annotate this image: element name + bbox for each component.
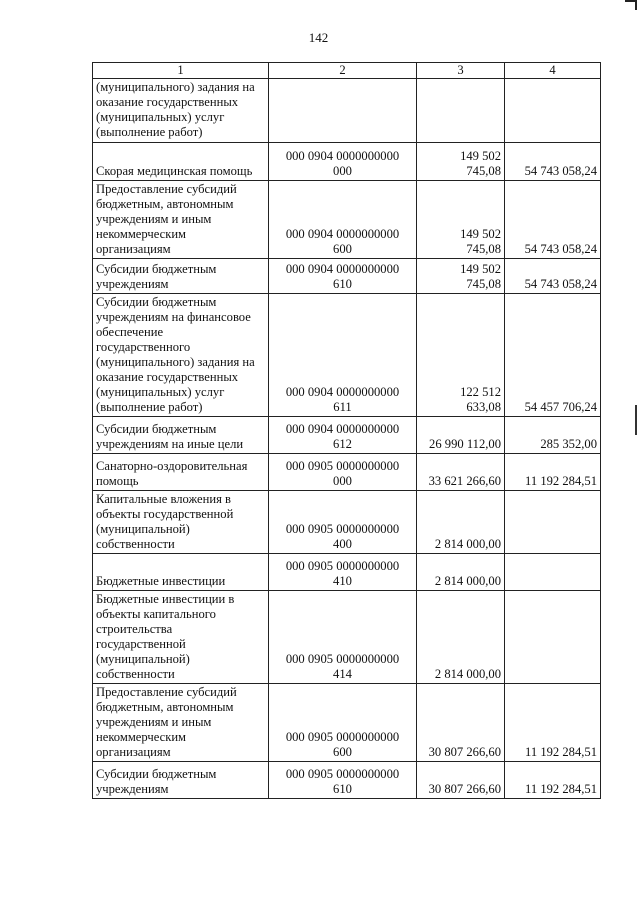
row-amount: 2 814 000,00 [417,491,505,554]
row-amount: 26 990 112,00 [417,417,505,454]
row-amount2: 54 743 058,24 [505,143,601,181]
column-header-3: 3 [417,63,505,79]
row-amount2: 11 192 284,51 [505,762,601,799]
row-code: 000 0904 0000000000 610 [269,259,417,294]
budget-table [92,62,601,799]
row-name: Санаторно-оздоровительная помощь [93,454,269,491]
row-name: Бюджетные инвестиции в объекты капитального строительства государственной (муниципальной) собственности [93,591,269,684]
row-amount: 2 814 000,00 [417,554,505,591]
row-amount2 [505,491,601,554]
row-amount [417,79,505,143]
column-header-4: 4 [505,63,601,79]
row-amount: 33 621 266,60 [417,454,505,491]
row-amount2: 54 457 706,24 [505,294,601,417]
row-code: 000 0905 0000000000 410 [269,554,417,591]
row-code: 000 0905 0000000000 400 [269,491,417,554]
column-header-1: 1 [93,63,269,79]
page-number: 142 [308,30,329,45]
row-name: Субсидии бюджетным учреждениям на финансовое обеспечение государственного (муниципального) задания на оказание государственных (муниципальных) услуг (выполнение работ) [93,294,269,417]
row-code: 000 0904 0000000000 612 [269,417,417,454]
table-row [93,454,601,491]
row-name: Субсидии бюджетным учреждениям [93,762,269,799]
row-amount: 2 814 000,00 [417,591,505,684]
table-row [93,554,601,591]
row-code: 000 0905 0000000000 600 [269,684,417,762]
table-row [93,684,601,762]
row-code: 000 0905 0000000000 610 [269,762,417,799]
table-header-row [93,63,601,79]
row-amount: 30 807 266,60 [417,762,505,799]
row-amount2 [505,591,601,684]
table-row [93,762,601,799]
row-code: 000 0904 0000000000 600 [269,181,417,259]
row-name: Субсидии бюджетным учреждениям на иные цели [93,417,269,454]
table-row [93,294,601,417]
row-name: Скорая медицинская помощь [93,143,269,181]
row-name: Предоставление субсидий бюджетным, автономным учреждениям и иным некоммерческим организациям [93,684,269,762]
row-amount2: 11 192 284,51 [505,684,601,762]
row-amount2: 11 192 284,51 [505,454,601,491]
row-amount: 30 807 266,60 [417,684,505,762]
table-row [93,143,601,181]
row-amount: 149 502 745,08 [417,259,505,294]
row-amount: 149 502 745,08 [417,181,505,259]
row-amount: 149 502 745,08 [417,143,505,181]
row-amount2: 285 352,00 [505,417,601,454]
row-amount2: 54 743 058,24 [505,259,601,294]
table-row [93,591,601,684]
row-amount2 [505,554,601,591]
row-name: (муниципального) задания на оказание государственных (муниципальных) услуг (выполнение работ) [93,79,269,143]
row-amount2: 54 743 058,24 [505,181,601,259]
table-row [93,259,601,294]
row-name: Предоставление субсидий бюджетным, автономным учреждениям и иным некоммерческим организациям [93,181,269,259]
table-row [93,181,601,259]
column-header-2: 2 [269,63,417,79]
table-row [93,417,601,454]
row-amount2 [505,79,601,143]
row-code: 000 0904 0000000000 000 [269,143,417,181]
table-row [93,79,601,143]
row-code: 000 0904 0000000000 611 [269,294,417,417]
row-code [269,79,417,143]
row-name: Капитальные вложения в объекты государственной (муниципальной) собственности [93,491,269,554]
row-amount: 122 512 633,08 [417,294,505,417]
row-name: Бюджетные инвестиции [93,554,269,591]
table-row [93,491,601,554]
row-name: Субсидии бюджетным учреждениям [93,259,269,294]
row-code: 000 0905 0000000000 000 [269,454,417,491]
scan-corner-mark [625,0,637,10]
row-code: 000 0905 0000000000 414 [269,591,417,684]
